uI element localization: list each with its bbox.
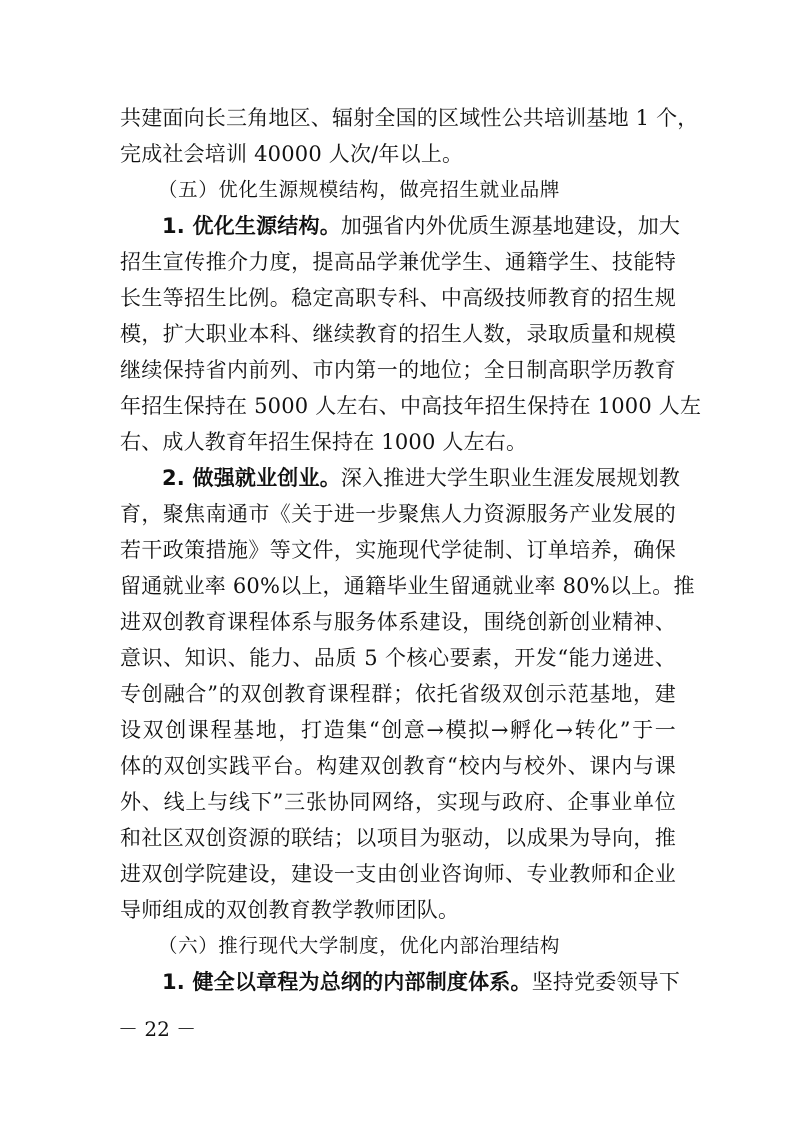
- paragraph-line: 体的双创实践平台。构建双创教育“校内与校外、课内与课: [120, 754, 676, 778]
- paragraph-line: 专创融合”的双创教育课程群；依托省级双创示范基地，建: [120, 682, 676, 706]
- paragraph-line: 和社区双创资源的联结；以项目为驱动，以成果为导向，推: [120, 826, 676, 850]
- paragraph-line: 育，聚焦南通市《关于进一步聚焦人力资源服务产业发展的: [120, 502, 676, 526]
- paragraph-line: 完成社会培训 40000 人次/年以上。: [120, 142, 464, 166]
- paragraph-line: 外、线上与线下”三张协同网络，实现与政府、企事业单位: [120, 790, 676, 814]
- paragraph-line: 进双创学院建设，建设一支由创业咨询师、专业教师和企业: [120, 862, 676, 886]
- item-text: 深入推进大学生职业生涯发展规划教: [340, 466, 681, 490]
- item-text: 坚持党委领导下: [531, 970, 681, 994]
- paragraph-line: 导师组成的双创教育教学教师团队。: [120, 898, 460, 922]
- item-title: 1. 优化生源结构。: [162, 214, 341, 238]
- paragraph-line: 右、成人教育年招生保持在 1000 人左右。: [120, 430, 528, 454]
- paragraph-line: 进双创教育课程体系与服务体系建设，围绕创新创业精神、: [120, 610, 676, 634]
- paragraph-line: 留通就业率 60%以上，通籍毕业生留通就业率 80%以上。推: [120, 574, 695, 598]
- section-heading-6: （六）推行现代大学制度，优化内部治理结构: [158, 934, 561, 957]
- page-number: － 22 －: [118, 1017, 197, 1041]
- item-title: 2. 做强就业创业。: [162, 466, 341, 490]
- paragraph-line: 若干政策措施》等文件，实施现代学徒制、订单培养，确保: [120, 538, 676, 562]
- paragraph-line: 年招生保持在 5000 人左右、中高技年招生保持在 1000 人左: [120, 394, 702, 418]
- item-first-line: [162, 460, 681, 496]
- item-text: 加强省内外优质生源基地建设，加大: [340, 214, 681, 238]
- paragraph-line: 设双创课程基地，打造集“创意→模拟→孵化→转化”于一: [120, 718, 676, 742]
- paragraph-line: 模，扩大职业本科、继续教育的招生人数，录取质量和规模: [120, 322, 676, 346]
- section-heading-5: （五）优化生源规模结构，做亮招生就业品牌: [158, 178, 561, 201]
- paragraph-line: 继续保持省内前列、市内第一的地位；全日制高职学历教育: [120, 358, 676, 382]
- item-title: 1. 健全以章程为总纲的内部制度体系。: [162, 970, 532, 994]
- paragraph-line: 共建面向长三角地区、辐射全国的区域性公共培训基地 1 个，: [120, 106, 699, 130]
- item-first-line: [162, 208, 681, 244]
- paragraph-line: 长生等招生比例。稳定高职专科、中高级技师教育的招生规: [120, 286, 676, 310]
- item-first-line: [162, 964, 681, 1000]
- paragraph-line: 招生宣传推介力度，提高品学兼优学生、通籍学生、技能特: [120, 250, 676, 274]
- paragraph-line: 意识、知识、能力、品质 5 个核心要素，开发“能力递进、: [120, 646, 676, 670]
